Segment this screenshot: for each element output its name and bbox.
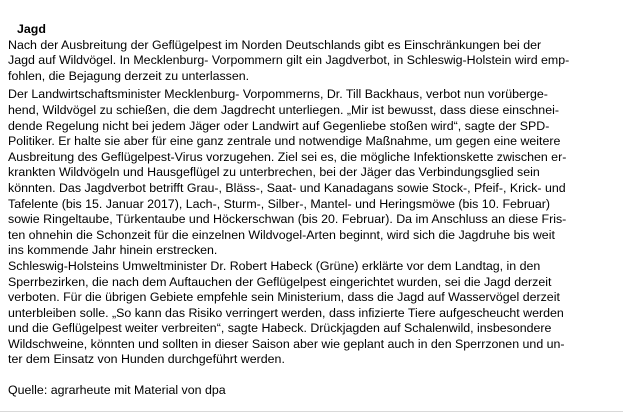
paragraph-schleswig-holstein: Schleswig-Holsteins Umweltminister Dr. Robert Habeck (Grüne) erklärte vor dem Landtag, in den Sperrbezirken, die nach dem Auftauchen der Geflügelpest eingerichtet wurden, sei die Jagd derzeit verboten. Für die übrigen Gebiete empfehle sein Ministerium, dass die Jagd auf Wasservögel derzeit unterbleiben solle. „So kann das Risiko verringert werden, dass infizierte Tiere aufgescheucht werden und die Geflügelpest weiter verbreiten“, sagte Habeck. Drückjagden auf Schalenwild, insbesondere Wildschweine, könnten und sollten in dieser Saison aber wie geplant auch in den Sperrzonen und un- ter dem Einsatz von Hunden durchgeführt werden. [8, 258, 565, 367]
document-title: Jagd [17, 22, 46, 36]
document-body [8, 22, 613, 399]
paragraph-intro: Nach der Ausbreitung der Geflügelpest im Norden Deutschlands gibt es Einschränkungen bei der Jagd auf Wildvögel. In Mecklenburg- Vorpommern gilt ein Jagdverbot, in Schleswig-Holstein wird emp- fohlen, die Bejagung derzeit zu unterlassen. [8, 37, 570, 83]
source-line: Quelle: agrarheute mit Material von dpa [8, 383, 226, 398]
page-bottom-edge [0, 411, 623, 412]
paragraph-mecklenburg: Der Landwirtschaftsminister Mecklenburg- Vorpommerns, Dr. Till Backhaus, verbot nun vorüberge- hend, Wildvögel zu schießen, die dem Jagdrecht unterliegen. „Mir ist bewusst, dass diese einschnei- dende Regelung nicht bei jedem Jäger oder Landwirt auf Gegenliebe stoßen wird“, sagte der SPD- Politiker. Er halte sie aber für eine ganz zentrale und notwendige Maßnahme, um gegen eine weitere Ausbreitung des Geflügelpest-Virus vorzugehen. Ziel sei es, die mögliche Infektionskette zwischen er- krankten Wildvögeln und Hausgeflügel zu unterbrechen, bei der Jäger das Verbindungsglied sein könnten. Das Jagdverbot betrifft Grau-, Bläss-, Saat- und Kanadagans sowie Stock-, Pfeif-, Krick- und Tafelente (bis 15. Januar 2017), Lach-, Sturm-, Silber-, Mantel- und Heringsmöwe (bis 10. Februar) sowie Ringeltaube, Türkentaube und Höckerschwan (bis 20. Februar). Da im Anschluss an diese Fris- ten ohnehin die Schonzeit für die einzelnen Wildvogel-Arten beginnt, wird sich die Jagdruhe bis weit ins kommende Jahr hinein erstrecken. [8, 87, 567, 258]
